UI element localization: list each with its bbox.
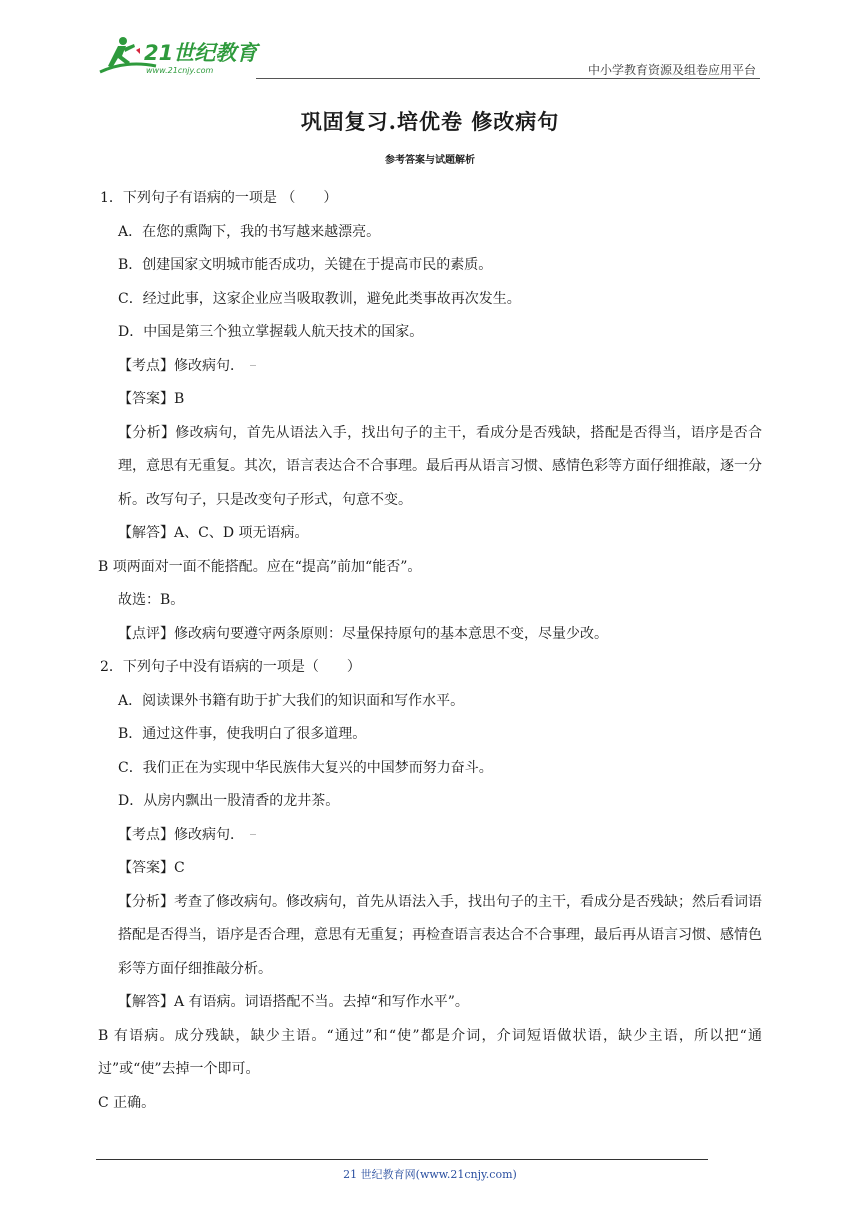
underline-mark (250, 365, 256, 366)
footer-divider (96, 1159, 708, 1160)
q2-kaodian-text: 【考点】修改病句． (118, 826, 244, 843)
platform-name: 中小学教育资源及组卷应用平台 (587, 63, 756, 77)
q1-kaodian (98, 350, 762, 384)
q2-option-a: A．阅读课外书籍有助于扩大我们的知识面和写作水平。 (118, 692, 465, 709)
q1-option-d: D．中国是第三个独立掌握载人航天技术的国家。 (118, 324, 424, 340)
q1-option-c: C．经过此事，这家企业应当吸取教训，避免此类事故再次发生。 (118, 290, 521, 307)
q1-answer: 【答案】B (118, 391, 185, 407)
q2-option-d: D．从房内飘出一股清香的龙井茶。 (118, 793, 340, 809)
logo-url: www.21cnjy.com (146, 66, 214, 75)
q2-answer: 【答案】C (118, 860, 185, 876)
q2-solution-c: C 正确。 (98, 1094, 156, 1111)
q1-option-b: B．创建国家文明城市能否成功，关键在于提高市民的素质。 (118, 257, 493, 273)
logo-text: 21世纪教育 (144, 41, 258, 65)
q2-kaodian (98, 819, 762, 853)
header-divider (256, 78, 760, 79)
page-title: 巩固复习.培优卷 修改病句 (300, 109, 560, 134)
footer-site[interactable]: 21 世纪教育网(www.21cnjy.com) (343, 1168, 517, 1181)
page-subtitle: 参考答案与试题解析 (385, 155, 475, 166)
underline-mark (250, 834, 256, 835)
q1-solution: 【解答】A、C、D 项无语病。 (118, 525, 309, 541)
q2-option-c: C．我们正在为实现中华民族伟大复兴的中国梦而努力奋斗。 (118, 759, 493, 776)
document-body (98, 182, 762, 1120)
q2-solution: 【解答】A 有语病。词语搭配不当。去掉“和写作水平”。 (118, 994, 469, 1010)
q2-analysis: 【分析】考查了修改病句。修改病句，首先从语法入手，找出句子的主干，看成分是否残缺；然后看词语搭配是否得当，语序是否合理，意思有无重复；再检查语言表达合不合事理，最后再从语言习惯、感情色彩等方面仔细推敲分析。 (118, 893, 762, 977)
q1-comment: 【点评】修改病句要遵守两条原则：尽量保持原句的基本意思不变，尽量少改。 (118, 625, 608, 642)
question-1-stem: 1．下列句子有语病的一项是 （ ） (100, 190, 338, 206)
q2-option-b: B．通过这件事，使我明白了很多道理。 (118, 726, 367, 742)
runner-logo-icon (96, 34, 266, 78)
q1-choice: 故选：B。 (118, 592, 185, 608)
question-2-stem: 2．下列句子中没有语病的一项是（ ） (100, 659, 361, 675)
q1-solution-detail: B 项两面对一面不能搭配。应在“提高”前加“能否”。 (98, 558, 422, 575)
q1-option-a: A．在您的熏陶下，我的书写越来越漂亮。 (118, 223, 381, 240)
q1-analysis: 【分析】修改病句，首先从语法入手，找出句子的主干，看成分是否残缺，搭配是否得当，语序是否合理，意思有无重复。其次，语言表达合不合事理。最后再从语言习惯、感情色彩等方面仔细推敲，逐一分析。改写句子，只是改变句子形式，句意不变。 (118, 424, 762, 508)
site-logo (96, 34, 266, 78)
q1-kaodian-text: 【考点】修改病句． (118, 357, 244, 374)
page-header (96, 34, 760, 80)
q2-solution-b: B 有语病。成分残缺，缺少主语。“通过”和“使”都是介词，介词短语做状语，缺少主语，所以把“通过”或“使”去掉一个即可。 (98, 1027, 762, 1077)
